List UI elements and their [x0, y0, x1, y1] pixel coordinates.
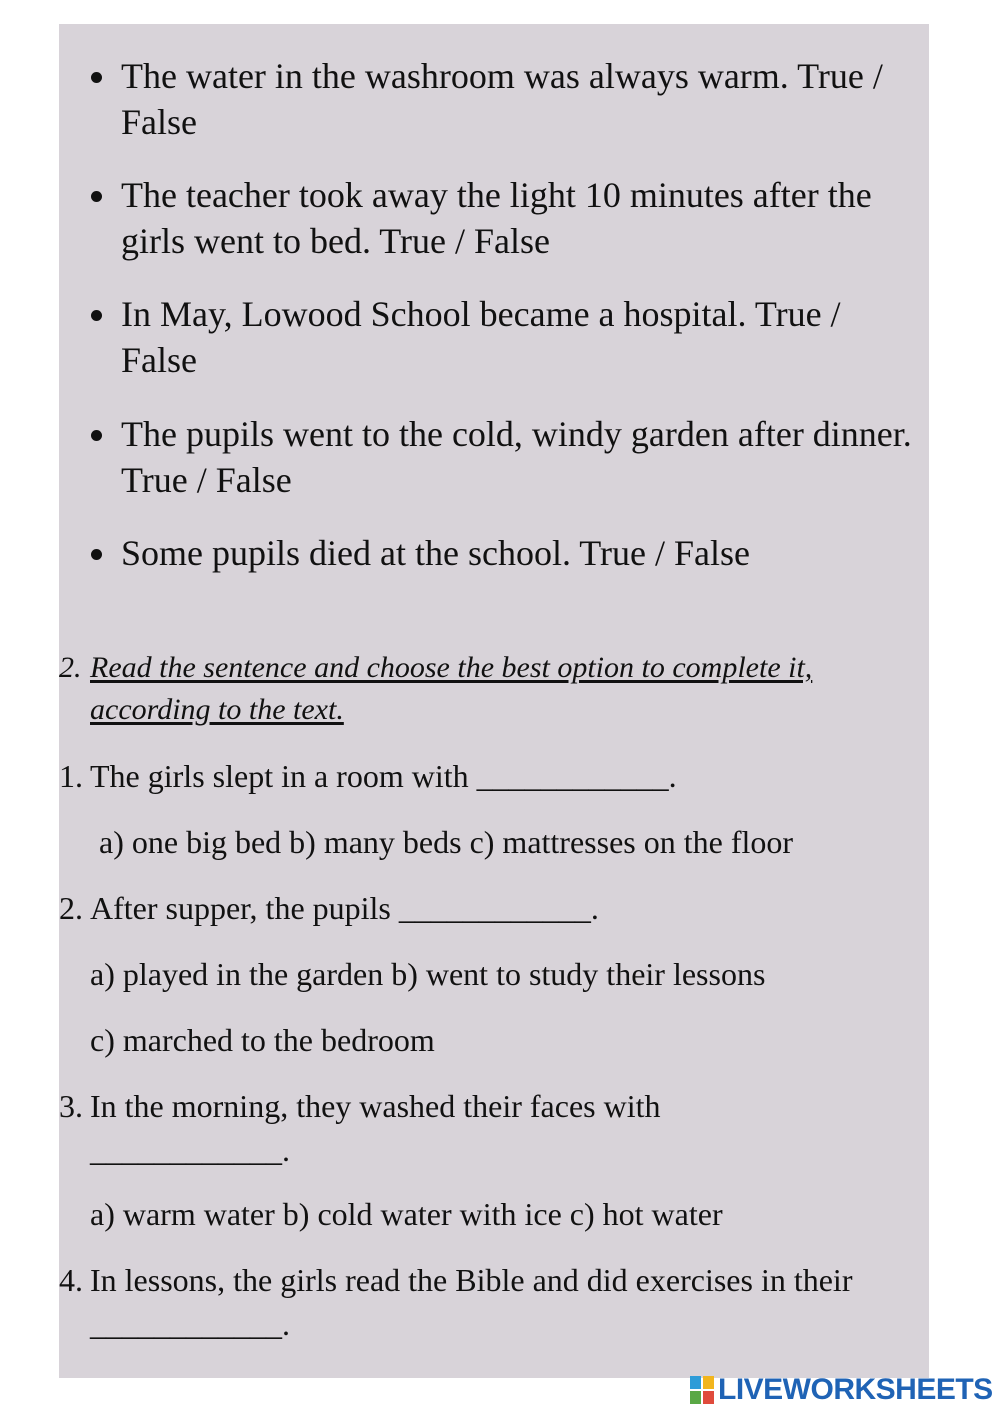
- answer-options: a) warm water b) cold water with ice c) hot water: [90, 1196, 723, 1232]
- true-false-statement: The pupils went to the cold, windy garden after dinner. True / False: [121, 414, 912, 500]
- logo-squares-icon: [690, 1376, 714, 1404]
- section-instruction: Read the sentence and choose the best option to complete it, according to the text.: [90, 651, 813, 726]
- true-false-statement: Some pupils died at the school. True / False: [121, 533, 750, 573]
- question-text: After supper, the pupils ____________.: [90, 890, 599, 926]
- bullet-icon: [91, 430, 102, 441]
- answer-options: a) played in the garden b) went to study their lessons: [90, 956, 766, 992]
- question-text: In lessons, the girls read the Bible and did exercises in their ____________.: [90, 1262, 853, 1342]
- true-false-statement: In May, Lowood School became a hospital. True / False: [121, 294, 841, 380]
- worksheet-page: [59, 24, 929, 1378]
- liveworksheets-logo: [690, 1372, 993, 1408]
- bullet-icon: [91, 549, 102, 560]
- section-number: 2.: [59, 651, 82, 684]
- true-false-statement: The teacher took away the light 10 minutes after the girls went to bed. True / False: [121, 175, 872, 261]
- question-number: 3.: [59, 1088, 83, 1124]
- question-text: In the morning, they washed their faces with ____________.: [90, 1088, 661, 1168]
- bullet-icon: [91, 72, 102, 83]
- question-number: 2.: [59, 890, 83, 926]
- answer-options: a) one big bed b) many beds c) mattresses on the floor: [99, 824, 794, 860]
- question-number: 4.: [59, 1262, 83, 1298]
- bullet-icon: [91, 310, 102, 321]
- true-false-statement: The water in the washroom was always warm. True / False: [121, 56, 883, 142]
- question-text: The girls slept in a room with ____________.: [90, 758, 677, 794]
- logo-text: LIVEWORKSHEETS: [718, 1373, 993, 1406]
- bullet-icon: [91, 191, 102, 202]
- question-number: 1.: [59, 758, 83, 794]
- answer-options: c) marched to the bedroom: [90, 1022, 435, 1058]
